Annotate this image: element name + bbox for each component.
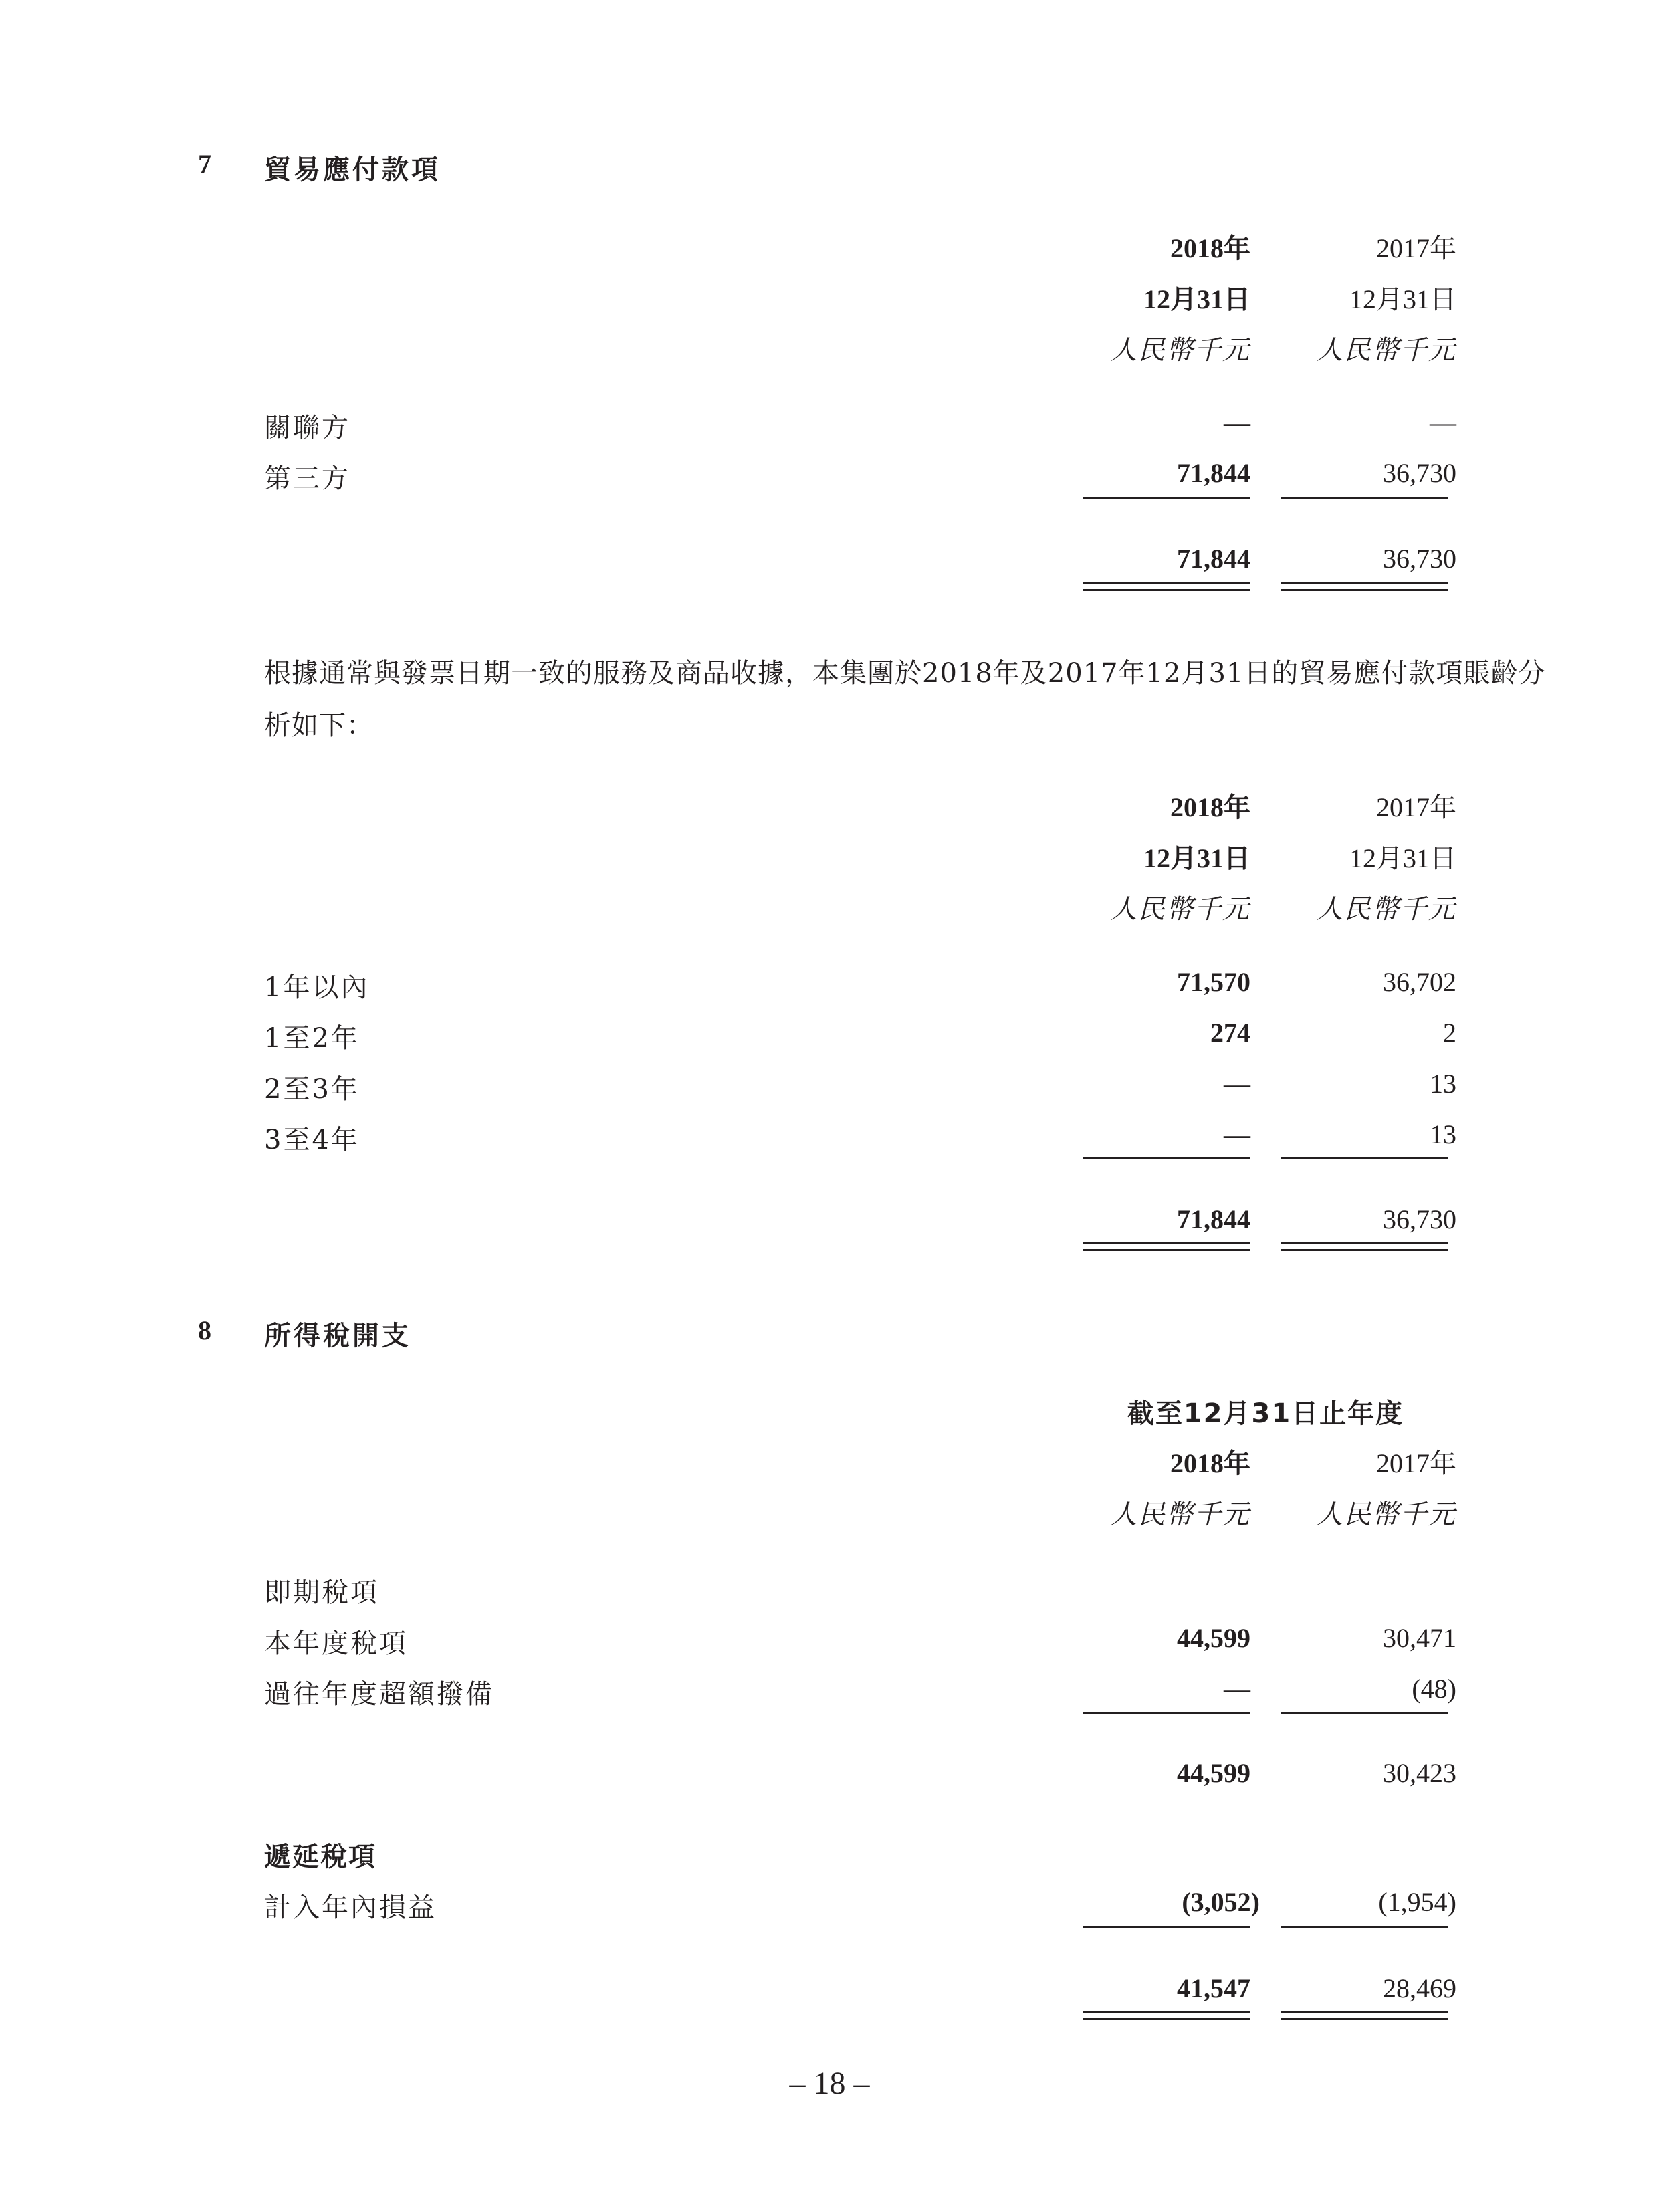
total-double-rule xyxy=(1281,2011,1448,2013)
table-cell-2018: 71,570 xyxy=(1177,967,1250,997)
subtotal-rule xyxy=(1281,1712,1448,1714)
total-double-rule xyxy=(1083,1242,1250,1244)
t1-header-date-2017: 12月31日 xyxy=(1349,284,1456,314)
t3-header-year-2017: 2017年 xyxy=(1376,1448,1456,1478)
table-cell-2017: 13 xyxy=(1430,1069,1456,1099)
t1-header-unit-2018: 人民幣千元 xyxy=(1110,335,1250,366)
total-double-rule xyxy=(1281,582,1448,584)
total-double-rule xyxy=(1083,2018,1250,2020)
year-end-span-header: 截至12月31日止年度 xyxy=(1127,1398,1404,1429)
table-cell-2018: — xyxy=(1224,1674,1250,1704)
table-cell-2017: 2 xyxy=(1443,1018,1456,1048)
t2-header-date-2017: 12月31日 xyxy=(1349,843,1456,873)
subtotal-rule xyxy=(1083,497,1250,499)
total-double-rule xyxy=(1281,1242,1448,1244)
deferred-tax-label: 遞延稅項 xyxy=(264,1842,376,1872)
total-double-rule xyxy=(1281,589,1448,591)
table-cell-2018: — xyxy=(1224,1069,1250,1099)
total-double-rule xyxy=(1083,589,1250,591)
t1-header-year-2017: 2017年 xyxy=(1376,233,1456,263)
t1-total-2017: 36,730 xyxy=(1383,544,1456,574)
total-double-rule xyxy=(1083,2011,1250,2013)
t2-total-2017: 36,730 xyxy=(1383,1204,1456,1234)
total-double-rule xyxy=(1083,1249,1250,1251)
table-cell-2018: 71,844 xyxy=(1177,458,1250,488)
table-row-label: 第三方 xyxy=(264,463,350,494)
section-7-number: 7 xyxy=(198,149,211,179)
t3-header-year-2018: 2018年 xyxy=(1170,1448,1250,1478)
table-cell-2017: (48) xyxy=(1412,1674,1456,1704)
t1-header-date-2018: 12月31日 xyxy=(1143,284,1250,314)
table-cell-2017: 30,471 xyxy=(1383,1623,1456,1653)
table-cell-2017: — xyxy=(1430,407,1456,437)
section-7-title: 貿易應付款項 xyxy=(264,154,441,185)
table-cell-2017: 36,730 xyxy=(1383,458,1456,488)
table-cell-2018: 44,599 xyxy=(1177,1623,1250,1653)
t2-header-year-2017: 2017年 xyxy=(1376,792,1456,822)
t1-header-unit-2017: 人民幣千元 xyxy=(1316,335,1456,366)
t3-header-unit-2017: 人民幣千元 xyxy=(1316,1499,1456,1530)
page-number: – 18 – xyxy=(789,2066,870,2101)
t1-header-year-2018: 2018年 xyxy=(1170,233,1250,263)
current-subtotal-2017: 30,423 xyxy=(1383,1758,1456,1788)
current-tax-label: 即期稅項 xyxy=(264,1577,379,1608)
table-row-label: 過往年度超額撥備 xyxy=(264,1679,494,1710)
table-row-label: 1至2年 xyxy=(264,1023,360,1054)
t3-header-unit-2018: 人民幣千元 xyxy=(1110,1499,1250,1530)
section-8-title: 所得稅開支 xyxy=(264,1321,411,1351)
table-row-label: 本年度稅項 xyxy=(264,1628,408,1659)
table-row-label: 1年以內 xyxy=(264,972,370,1003)
total-double-rule xyxy=(1281,1249,1448,1251)
subtotal-rule xyxy=(1281,497,1448,499)
table-row-label: 2至3年 xyxy=(264,1074,360,1105)
table-cell-2018: — xyxy=(1224,407,1250,437)
section-8-number: 8 xyxy=(198,1315,211,1345)
table-row-label: 3至4年 xyxy=(264,1125,360,1155)
table-cell-2018: (3,052) xyxy=(1182,1887,1260,1917)
table-cell-2018: 274 xyxy=(1210,1018,1250,1048)
table-cell-2018: — xyxy=(1224,1119,1250,1149)
table-cell-2017: 13 xyxy=(1430,1119,1456,1149)
table-cell-2017: (1,954) xyxy=(1378,1887,1456,1917)
total-double-rule xyxy=(1083,582,1250,584)
table-row-label: 計入年內損益 xyxy=(264,1892,437,1923)
t1-total-2018: 71,844 xyxy=(1177,544,1250,574)
subtotal-rule xyxy=(1083,1157,1250,1159)
tax-total-2018: 41,547 xyxy=(1177,1973,1250,2003)
subtotal-rule xyxy=(1281,1157,1448,1159)
table-row-label: 關聯方 xyxy=(264,413,350,443)
t2-header-unit-2018: 人民幣千元 xyxy=(1110,894,1250,925)
total-double-rule xyxy=(1281,2018,1448,2020)
subtotal-rule xyxy=(1281,1926,1448,1928)
t2-header-date-2018: 12月31日 xyxy=(1143,843,1250,873)
subtotal-rule xyxy=(1083,1926,1250,1928)
current-subtotal-2018: 44,599 xyxy=(1177,1758,1250,1788)
t2-total-2018: 71,844 xyxy=(1177,1204,1250,1234)
t2-header-year-2018: 2018年 xyxy=(1170,792,1250,822)
tax-total-2017: 28,469 xyxy=(1383,1973,1456,2003)
t2-header-unit-2017: 人民幣千元 xyxy=(1316,894,1456,925)
table-cell-2017: 36,702 xyxy=(1383,967,1456,997)
subtotal-rule xyxy=(1083,1712,1250,1714)
aging-analysis-paragraph: 根據通常與發票日期一致的服務及商品收據，本集團於2018年及2017年12月31日的貿易應付款項賬齡分析如下： xyxy=(264,658,1546,741)
